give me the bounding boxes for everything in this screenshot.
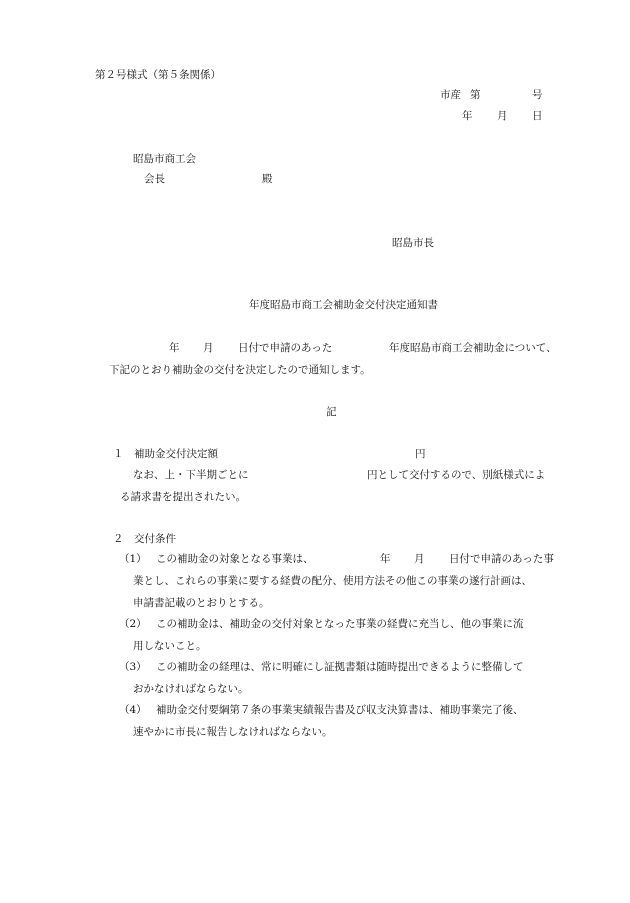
body-day-text: 日付で申請のあった	[238, 342, 333, 354]
item1-number: （1）	[119, 553, 147, 565]
item3-number: （3）	[119, 661, 147, 673]
body-year: 年	[169, 342, 180, 354]
item4-line1: 補助金交付要綱第７条の事業実績報告書及び収支決算書は、補助事業完了後、	[156, 704, 524, 716]
addressee-honorific: 殿	[262, 173, 273, 185]
section1-yen: 円	[415, 448, 426, 460]
section1-heading: １ 補助金交付決定額	[113, 448, 218, 460]
body-month: 月	[203, 342, 214, 354]
item1-year: 年	[380, 553, 391, 565]
section2-heading: ２ 交付条件	[113, 533, 176, 545]
document-title: 年度昭島市商工会補助金交付決定通知書	[249, 299, 438, 311]
section1-line3: る請求書を提出されたい。	[120, 491, 246, 503]
date-month: 月	[497, 110, 508, 122]
doc-number-prefix: 市産	[440, 89, 461, 101]
item1-month: 月	[414, 553, 425, 565]
item2-number: （2）	[119, 618, 147, 630]
item4-number: （4）	[119, 704, 147, 716]
item4-line2: 速やかに市長に報告しなければならない。	[133, 726, 333, 738]
form-label: 第２号様式（第５条関係）	[95, 69, 221, 81]
body-subsidy-text: 年度昭島市商工会補助金について、	[389, 342, 557, 354]
date-year: 年	[462, 110, 473, 122]
doc-number-go: 号	[532, 89, 543, 101]
addressee-title: 会長	[144, 173, 165, 185]
addressee-org: 昭島市商工会	[133, 153, 196, 165]
sender: 昭島市長	[392, 237, 434, 249]
item1-line2: 業とし、これらの事業に要する経費の配分、使用方法その他この事業の遂行計画は、	[133, 575, 532, 587]
item1-line1d: 日付で申請のあった事	[449, 553, 554, 565]
item1-line3: 申請書記載のとおりとする。	[133, 597, 270, 609]
item1-line1a: この補助金の対象となる事業は、	[156, 553, 314, 565]
item3-line2: おかなければならない。	[133, 683, 249, 695]
date-day: 日	[532, 110, 543, 122]
item2-line1: この補助金は、補助金の交付対象となった事業の経費に充当し、他の事業に流	[156, 618, 524, 630]
doc-number-dai: 第	[470, 89, 481, 101]
item3-line1: この補助金の経理は、常に明確にし証拠書類は随時提出できるように整備して	[156, 661, 524, 673]
item2-line2: 用しないこと。	[133, 640, 207, 652]
ki-label: 記	[326, 406, 337, 418]
section1-line2a: なお、上・下半期ごとに	[133, 469, 249, 481]
body-line2: 下記のとおり補助金の交付を決定したので通知します。	[109, 364, 371, 376]
section1-line2b: 円として交付するので、別紙様式によ	[367, 469, 546, 481]
